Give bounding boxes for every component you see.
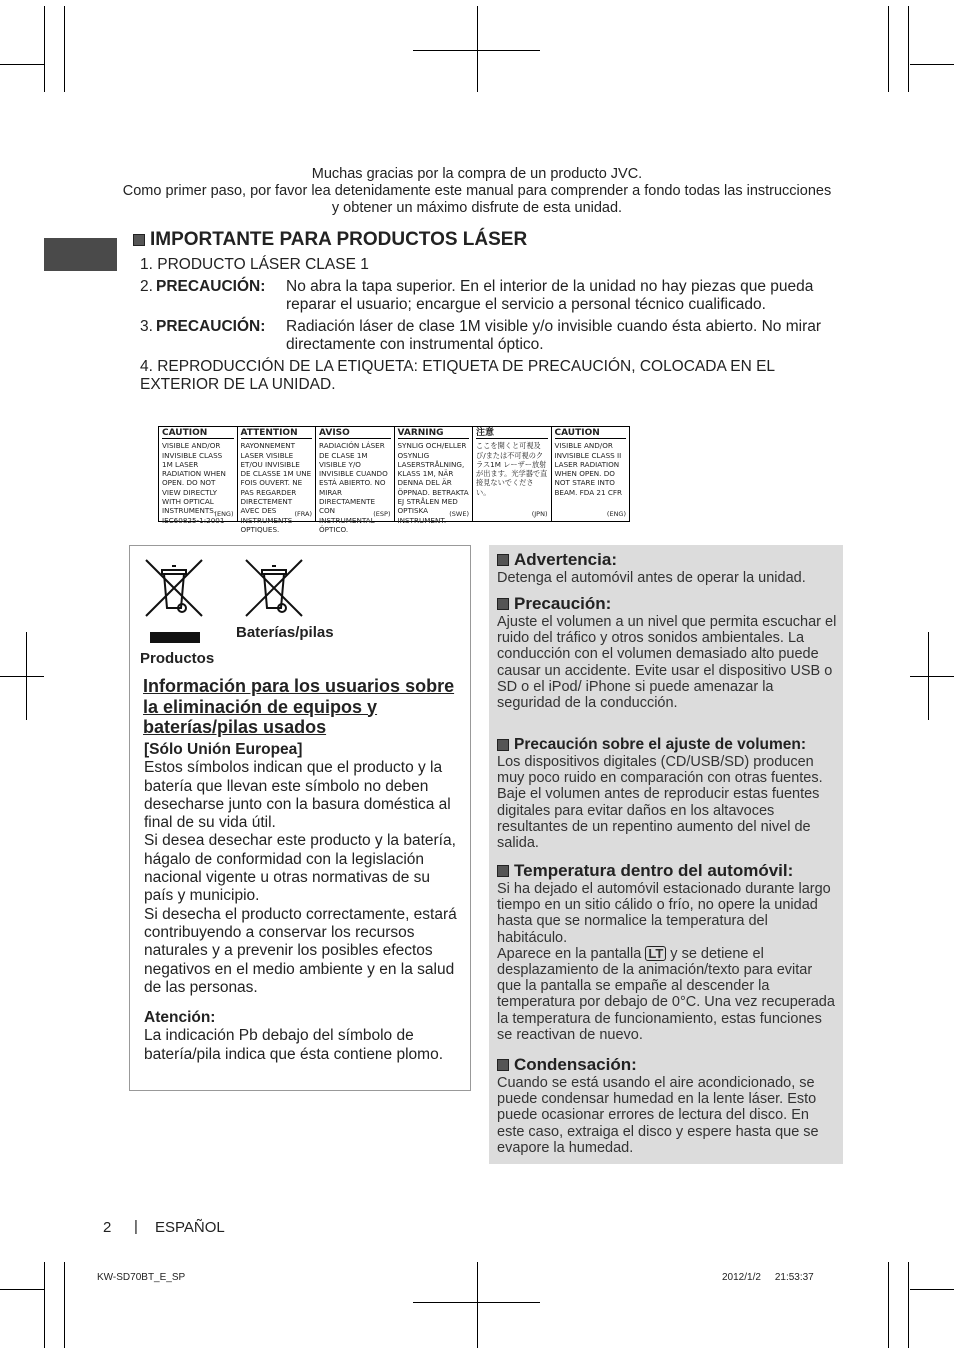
crop-mark bbox=[477, 1262, 478, 1348]
products-bar bbox=[150, 632, 200, 643]
list-item bbox=[140, 358, 830, 394]
crop-mark bbox=[888, 6, 889, 92]
volume-text: Los dispositivos digitales (CD/USB/SD) producen muy poco ruido en comparación con otras fuentes. Baje el volumen antes de reproducir estas fuentes digitales para evitar daños en los altavoces resultantes de un repentino aumento del nivel de salida. bbox=[497, 754, 823, 852]
crop-mark bbox=[910, 676, 954, 677]
square-bullet-icon bbox=[133, 234, 145, 246]
label-cell-tag: (SWE) bbox=[449, 509, 469, 518]
crop-mark bbox=[44, 1262, 45, 1348]
crop-mark bbox=[477, 6, 478, 92]
label-cell-text: RADIACIÓN LÁSER DE CLASE 1M VISIBLE Y/O INVISIBLE CUANDO ESTÁ ABIERTO. NO MIRAR DIRECTAMENTE CON INSTRUMENTAL ÓPTICO. bbox=[319, 441, 388, 534]
intro-text bbox=[120, 166, 834, 217]
footer-separator: | bbox=[134, 1218, 138, 1235]
label-cell-tag: (ESP) bbox=[373, 509, 391, 518]
crop-mark bbox=[888, 1262, 889, 1348]
item-text: Radiación láser de clase 1M visible y/o invisible cuando ésta abierto. No mirar directamente con instrumental óptico. bbox=[286, 318, 822, 353]
caution-section bbox=[497, 594, 837, 711]
item-label: PRECAUCIÓN: bbox=[156, 278, 266, 295]
warning-title: Advertencia: bbox=[514, 550, 617, 569]
label-cell-tag: (FRA) bbox=[294, 509, 312, 518]
temperature-text-2 bbox=[497, 946, 837, 1043]
label-cell bbox=[159, 427, 238, 525]
crop-mark bbox=[908, 1262, 909, 1348]
laser-list bbox=[140, 256, 830, 398]
recycling-paragraph: Si desecha el producto correctamente, estará contribuyendo a conservar los recursos naturales y a prevenir los posibles efectos negativos en el medio ambiente y en la salud de las personas. bbox=[144, 905, 457, 996]
item-4-text: 4. REPRODUCCIÓN DE LA ETIQUETA: ETIQUETA DE PRECAUCIÓN, COLOCADA EN EL EXTERIOR DE LA UNIDAD. bbox=[140, 358, 775, 393]
laser-heading-text: IMPORTANTE PARA PRODUCTOS LÁSER bbox=[150, 229, 528, 250]
label-cell-title: 注意 bbox=[476, 429, 548, 439]
label-cell-tag: (ENG) bbox=[214, 509, 234, 518]
lt-indicator-icon: LT bbox=[645, 946, 666, 961]
square-bullet-icon bbox=[497, 598, 509, 610]
square-bullet-icon bbox=[497, 1059, 509, 1071]
label-cell bbox=[552, 427, 630, 521]
crossed-battery-bin-icon bbox=[242, 556, 306, 620]
label-cell bbox=[238, 427, 317, 534]
recycling-paragraph: Si desea desechar este producto y la batería, hágalo de conformidad con la legislación nacional vigente u otras normativas de su país y municipio. bbox=[144, 832, 456, 905]
attention-title: Atención: bbox=[144, 1009, 216, 1027]
temperature-section bbox=[497, 861, 837, 1043]
label-cell bbox=[473, 427, 552, 521]
item-number: 2. bbox=[140, 278, 153, 295]
warning-text: Detenga el automóvil antes de operar la unidad. bbox=[497, 570, 806, 586]
section-tab bbox=[44, 238, 117, 271]
label-cell-text: SYNLIG OCH/ELLER OSYNLIG LASERSTRÅLNING, KLASS 1M, NÄR DENNA DEL ÄR ÖPPNAD. BETRAKTA EJ STRÅLEN MED OPTISKA INSTRUMENT. bbox=[397, 441, 469, 525]
square-bullet-icon bbox=[497, 554, 509, 566]
recycling-info-box bbox=[129, 545, 471, 1091]
footer-date: 2012/1/2 21:53:37 bbox=[722, 1272, 814, 1283]
volume-title: Precaución sobre el ajuste de volumen: bbox=[514, 736, 807, 753]
intro-line-1: Muchas gracias por la compra de un producto JVC. bbox=[311, 166, 643, 182]
list-item bbox=[140, 278, 830, 314]
recycling-body bbox=[144, 741, 462, 1064]
warning-section bbox=[497, 550, 837, 586]
footer-filename: KW-SD70BT_E_SP bbox=[97, 1272, 186, 1283]
label-cell-tag: (ENG) bbox=[606, 509, 626, 518]
item-label: PRECAUCIÓN: bbox=[156, 318, 266, 335]
label-cell bbox=[316, 427, 395, 534]
item-number: 3. bbox=[140, 318, 153, 335]
condensation-title: Condensación: bbox=[514, 1055, 637, 1074]
crop-mark bbox=[0, 1289, 44, 1290]
recycling-paragraph: Estos símbolos indican que el producto y la batería que llevan este símbolo no deben desecharse junto con la basura doméstica al final de su vida útil. bbox=[144, 759, 451, 832]
label-cell-tag: (JPN) bbox=[531, 509, 548, 518]
label-cell-text: VISIBLE AND/OR INVISIBLE CLASS 1M LASER RADIATION WHEN OPEN. DO NOT VIEW DIRECTLY WITH OPTICAL INSTRUMENTS. IEC60825-1:2001 bbox=[162, 441, 226, 525]
eu-only-label: [Sólo Unión Europea] bbox=[144, 741, 303, 758]
footer-language: ESPAÑOL bbox=[155, 1219, 225, 1236]
item-1-text: 1. PRODUCTO LÁSER CLASE 1 bbox=[140, 256, 369, 273]
crop-mark bbox=[910, 64, 954, 65]
crop-mark bbox=[26, 632, 27, 720]
label-cell-text: RAYONNEMENT LASER VISIBLE ET/OU INVISIBLE DE CLASSE 1M UNE FOIS OUVERT. NE PAS REGARDER DIRECTEMENT AVEC DES INSTRUMENTS OPTIQUES. bbox=[240, 441, 312, 534]
crop-mark bbox=[64, 1262, 65, 1348]
caution-text: Ajuste el volumen a un nivel que permita escuchar el ruido del tráfico y otros sonidos ambientales. La conducción con el volumen demasiado alto puede causar un accidente. Evite usar el dispositivo USB o SD o el iPod/ iPhone si puede amenazar la seguridad de la conducción. bbox=[497, 614, 837, 712]
crop-mark bbox=[910, 1289, 954, 1290]
label-cell bbox=[395, 427, 474, 525]
label-cell-title: AVISO bbox=[319, 429, 391, 439]
cautions-box bbox=[489, 545, 843, 1164]
label-cell-title: CAUTION bbox=[555, 429, 627, 439]
crop-mark bbox=[928, 632, 929, 720]
intro-line-2: Como primer paso, por favor lea detenidamente este manual para comprender a fondo todas las instrucciones y obtener un máximo disfrute de esta unidad. bbox=[122, 183, 832, 216]
square-bullet-icon bbox=[497, 865, 509, 877]
temperature-text: Si ha dejado el automóvil estacionado durante largo tiempo en un sitio cálido o frío, no opere la unidad hasta que se normalice la temperatura del habitáculo. bbox=[497, 881, 831, 946]
label-cell-title: CAUTION bbox=[162, 429, 234, 439]
list-item bbox=[140, 318, 830, 354]
temperature-text-part: y se detiene el desplazamiento de la animación/texto para evitar que la pantalla se empañe al descender la temperatura por debajo de 0°C. Una vez recuperada la temperatura de funcionamiento, estas funciones se reactivan de nuevo. bbox=[497, 945, 835, 1043]
crop-mark bbox=[44, 6, 45, 92]
list-item bbox=[140, 256, 830, 274]
square-bullet-icon bbox=[497, 739, 509, 751]
volume-section bbox=[497, 736, 837, 851]
item-text: No abra la tapa superior. En el interior de la unidad no hay piezas que pueda reparar el usuario; encargue el servicio a personal técnico cualificado. bbox=[286, 278, 814, 313]
crop-mark bbox=[0, 64, 44, 65]
products-label: Productos bbox=[140, 650, 215, 667]
crop-mark bbox=[908, 6, 909, 92]
condensation-text: Cuando se está usando el aire acondicionado, se puede condensar humedad en la lente láser. Esto puede ocasionar errores de lectura del disco. En este caso, extraiga el disco y espere hasta que se evapore la humedad. bbox=[497, 1075, 819, 1156]
label-cell-title: ATTENTION bbox=[241, 429, 313, 439]
laser-heading bbox=[133, 229, 527, 251]
label-cell-title: VARNING bbox=[398, 429, 470, 439]
temperature-title: Temperatura dentro del automóvil: bbox=[514, 861, 794, 880]
laser-warning-label bbox=[158, 426, 630, 534]
page-number: 2 bbox=[103, 1219, 112, 1236]
batteries-label: Baterías/pilas bbox=[236, 624, 334, 641]
condensation-section bbox=[497, 1055, 837, 1156]
label-cell-text: ここを開くと可視及び/または不可視のクラス1M レーザー放射が出ます。光学器で直接見ないでください。 bbox=[476, 441, 548, 497]
recycling-title: Información para los usuarios sobre la eliminación de equipos y baterías/pilas usados bbox=[143, 676, 455, 737]
caution-title: Precaución: bbox=[514, 594, 612, 613]
attention-text: La indicación Pb debajo del símbolo de batería/pila indica que ésta contiene plomo. bbox=[144, 1027, 444, 1063]
label-cell-text: VISIBLE AND/OR INVISIBLE CLASS II LASER RADIATION WHEN OPEN. DO NOT STARE INTO BEAM. FDA 21 CFR bbox=[554, 441, 622, 497]
temperature-text-part: Aparece en la pantalla bbox=[497, 945, 642, 962]
crop-mark bbox=[0, 676, 44, 677]
crossed-bin-icon bbox=[142, 556, 206, 620]
crop-mark bbox=[64, 6, 65, 92]
